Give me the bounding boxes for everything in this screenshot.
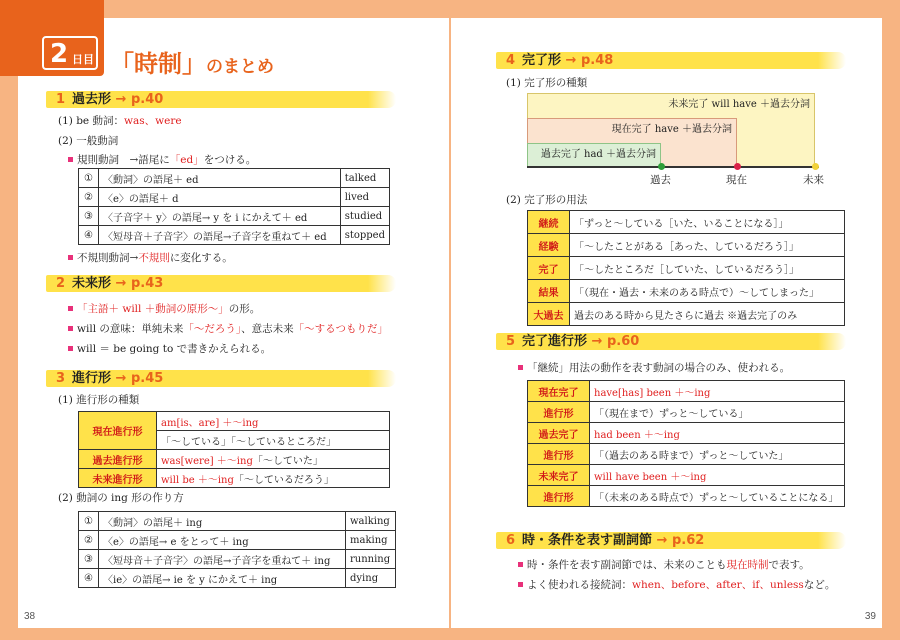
section-1-heading: [46, 91, 396, 108]
page-number-right: 39: [864, 611, 876, 622]
page-number-left: 38: [24, 611, 36, 622]
s3-kinds-table: [78, 411, 390, 488]
section-6-heading: 6 時・条件を表す副詞節 → p.62: [496, 532, 846, 549]
section-number: 1: [56, 92, 66, 107]
section-name: 過去形: [72, 92, 112, 107]
table-row: ② 〈e〉の語尾＋ d lived: [79, 188, 390, 207]
page-ref: → p.40: [115, 92, 164, 107]
past-point: [658, 163, 665, 170]
timeline-axis: [527, 166, 819, 168]
table-row: ③ 〈短母音＋子音字〉の語尾→子音字を重ねて＋ ing running: [79, 550, 396, 569]
title-sub: のまとめ: [206, 57, 274, 77]
day-unit: 日目: [72, 53, 94, 66]
s5-table: [527, 380, 845, 507]
day-label: [42, 36, 98, 70]
future-point: [812, 163, 819, 170]
s1-table: [78, 168, 390, 245]
s2-form: 「主語＋ will ＋動詞の原形〜」の形。: [68, 302, 260, 316]
s6-rule: 時・条件を表す副詞節では、未来のことも現在時制で表す。: [518, 558, 810, 572]
axis-label-past: 過去: [650, 174, 671, 186]
section-3-heading: 3 進行形 → p.45: [46, 370, 396, 387]
table-row: 継続 「ずっと〜している［いた、いることになる］」: [528, 211, 845, 234]
table-row: 進行形 「（現在まで）ずっと〜している」: [528, 402, 845, 423]
table-row: 現在進行形 am[is、are] ＋〜ing: [79, 412, 390, 431]
section-4-heading: 4 完了形 → p.48: [496, 52, 846, 69]
table-row: 完了 「〜したところだ［していた、しているだろう］」: [528, 257, 845, 280]
table-row: 大過去 過去のある時から見たさらに過去 ※過去完了のみ: [528, 303, 845, 326]
s3-kinds-label: (1) 進行形の種類: [58, 394, 140, 406]
s3-ing-table: [78, 511, 396, 588]
bar-present-perfect: 現在完了 have ＋過去分詞: [527, 118, 737, 167]
s6-conjunctions: よく使われる接続詞：when、before、after、if、unlessなど。: [518, 578, 835, 592]
table-row: 「〜している」「〜しているところだ」: [79, 431, 390, 450]
s2-rewrite: will ＝ be going to で書きかえられる。: [68, 342, 271, 356]
s2-meaning: will の意味：単純未来「〜だろう」、意志未来「〜するつもりだ」: [68, 322, 388, 336]
section-2-heading: 2 未来形 → p.43: [46, 275, 396, 292]
table-row: 未来完了 will have been ＋〜ing: [528, 465, 845, 486]
table-row: ④ 〈ie〉の語尾→ ie を y にかえて＋ ing dying: [79, 569, 396, 588]
bar-future-perfect: 未来完了 will have ＋過去分詞: [527, 93, 815, 167]
s5-usage-note: 「継続」用法の動作を表す動詞の場合のみ、使われる。: [518, 361, 790, 375]
s1-be-verbs: (1) be 動詞：was、were: [58, 115, 182, 127]
axis-label-future: 未来: [803, 174, 824, 186]
table-row: ① 〈動詞〉の語尾＋ ing walking: [79, 512, 396, 531]
s4-usage-table: [527, 210, 845, 326]
present-point: [734, 163, 741, 170]
axis-label-present: 現在: [726, 174, 747, 186]
s3-ing-label: (2) 動詞の ing 形の作り方: [58, 492, 184, 504]
table-row: 過去進行形 was[were] ＋〜ing「〜していた」: [79, 450, 390, 469]
s1-regular-rule: 規則動詞 →語尾に「ed」をつける。: [68, 153, 256, 167]
table-row: ③ 〈子音字＋ y〉の語尾→ y を i にかえて＋ ed studied: [79, 207, 390, 226]
table-row: ② 〈e〉の語尾→ e をとって＋ ing making: [79, 531, 396, 550]
table-row: 過去完了 had been ＋〜ing: [528, 423, 845, 444]
table-row: ① 〈動詞〉の語尾＋ ed talked: [79, 169, 390, 188]
page-title: [110, 44, 274, 79]
day-number: 2: [50, 39, 69, 69]
s4-usage-label: (2) 完了形の用法: [506, 194, 588, 206]
s1-irregular-rule: 不規則動詞→不規則に変化する。: [68, 251, 233, 265]
day-badge: [0, 0, 104, 76]
section-5-heading: 5 完了進行形 → p.60: [496, 333, 846, 350]
table-row: ④ 〈短母音＋子音字〉の語尾→子音字を重ねて＋ ed stopped: [79, 226, 390, 245]
table-row: 経験 「〜したことがある［あった、しているだろう］」: [528, 234, 845, 257]
table-row: 進行形 「（未来のある時点で）ずっと〜していることになる」: [528, 486, 845, 507]
table-row: 現在完了 have[has] been ＋〜ing: [528, 381, 845, 402]
table-row: 進行形 「（過去のある時まで）ずっと〜していた」: [528, 444, 845, 465]
table-row: 結果 「（現在・過去・未来のある時点で）〜してしまった」: [528, 280, 845, 303]
s4-kinds-label: (1) 完了形の種類: [506, 77, 588, 89]
bar-past-perfect: 過去完了 had ＋過去分詞: [527, 143, 661, 167]
s1-general-verbs: (2) 一般動詞: [58, 135, 119, 147]
table-row: 未来進行形 will be ＋〜ing「〜しているだろう」: [79, 469, 390, 488]
title-main: 「時制」: [110, 50, 206, 78]
